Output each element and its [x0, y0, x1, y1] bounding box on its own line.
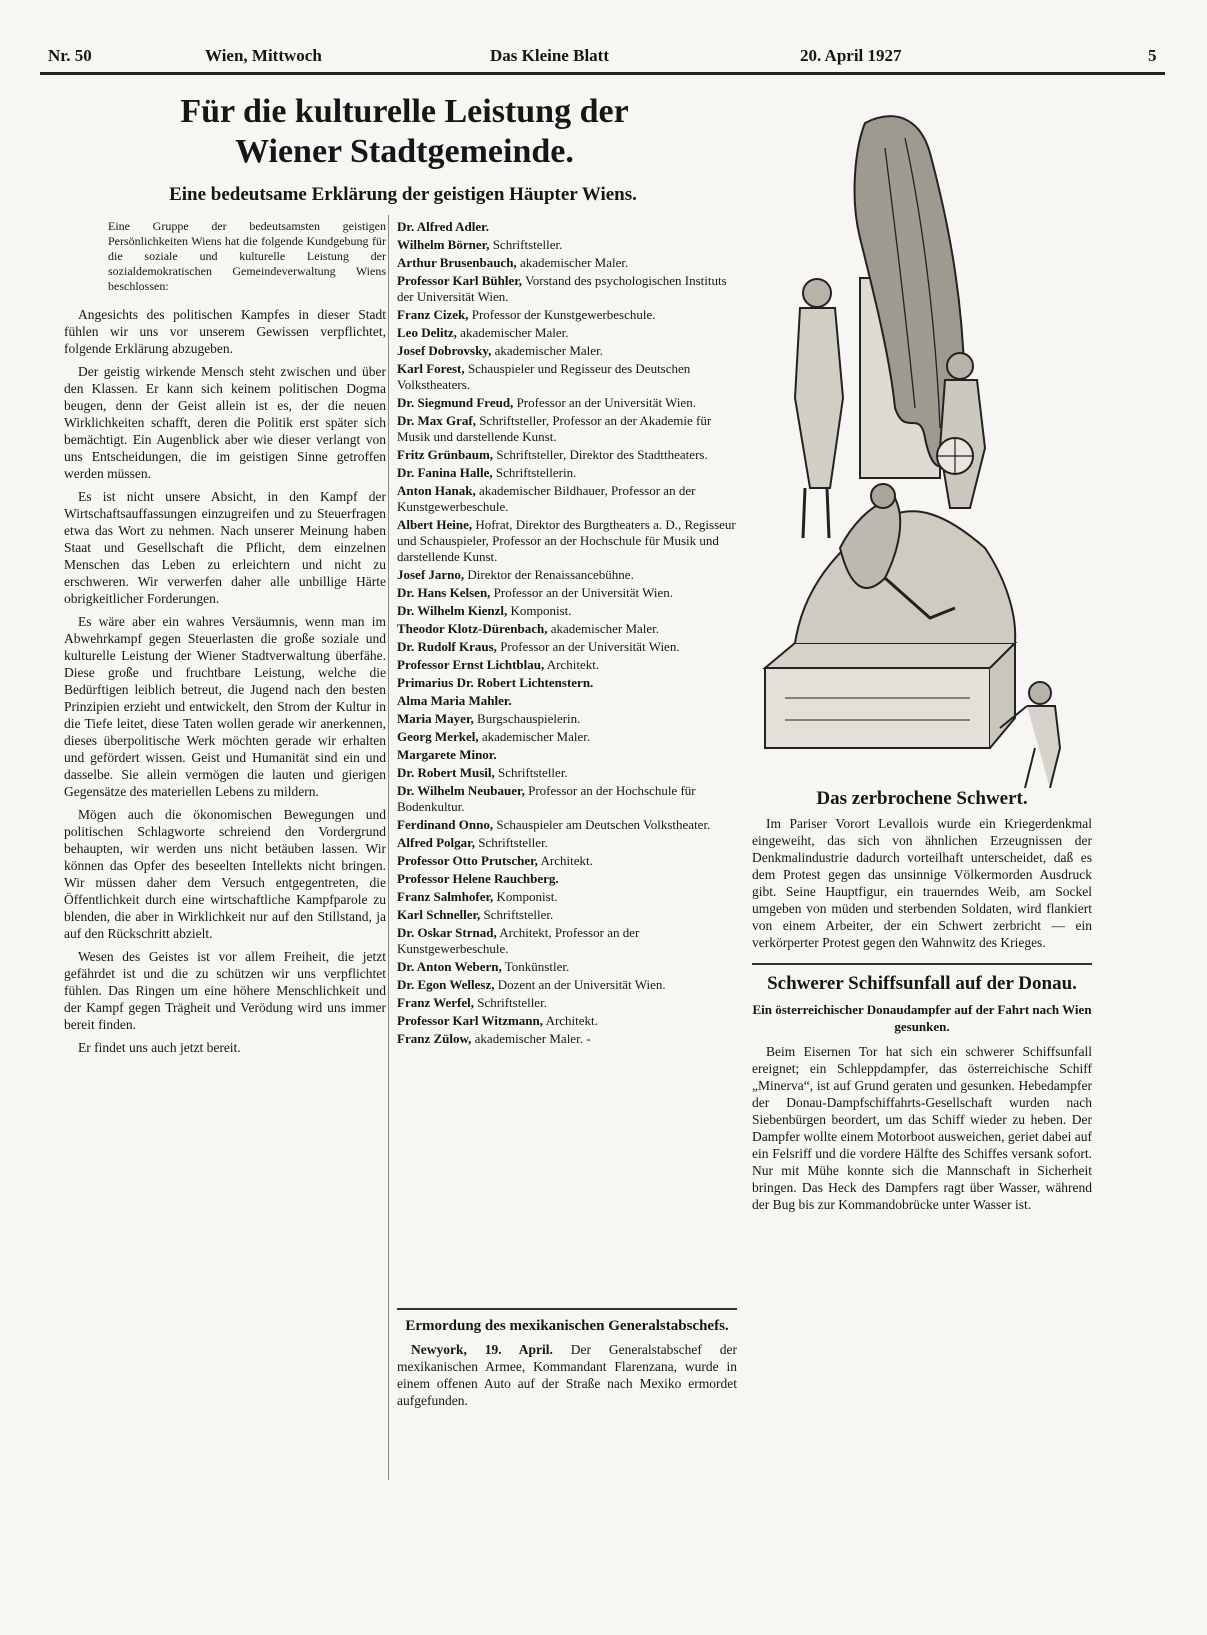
- signatory-role: Professor an der Universität Wien.: [493, 585, 674, 600]
- signatory-entry: [397, 585, 737, 601]
- signatory-name: Primarius Dr. Robert Lichtenstern.: [397, 675, 594, 690]
- signatory-role: akademischer Maler.: [481, 729, 591, 744]
- signatory-role: Schauspieler am Deutschen Volkstheater.: [496, 817, 711, 832]
- signatory-entry: [397, 783, 737, 815]
- signatory-entry: [397, 567, 737, 583]
- signatory-entry: [397, 711, 737, 727]
- signatory-role: Architekt.: [546, 657, 600, 672]
- signatory-name: Dr. Anton Webern,: [397, 959, 502, 974]
- signatory-name: Albert Heine,: [397, 517, 473, 532]
- intro-text: Eine Gruppe der bedeutsamsten geistigen Persönlichkeiten Wiens hat die folgende Kundgebung für die soziale und kulturelle Leistung der sozialdemokratischen Gemeindeverwaltung Wiens beschlossen:: [108, 219, 386, 293]
- declaration-paragraph: Wesen des Geistes ist vor allem Freiheit, die jetzt gefährdet ist und die zu schützen wir uns verpflichtet fühlen. Das Ringen um eine höhere Menschlichkeit und der Kampf gegen Trägheit und Verödung wird uns immer bereit finden.: [64, 949, 386, 1032]
- signatory-entry: [397, 255, 737, 271]
- signatory-entry: [397, 729, 737, 745]
- headline-line-1: Für die kulturelle Leistung der: [180, 93, 629, 130]
- declaration-paragraph: Es ist nicht unsere Absicht, in den Kampf der Wirtschaftsauffassungen einzugreifen und zu Steuerfragen etwa das Wort zu nehmen. Nach unserer Meinung haben Staat und Gesellschaft die Pflicht, dem einzelnen Menschen das Leben zu erleichtern und nicht zu erschweren. Wir verwerfen daher alle unbillige Härte obrigkeitlicher Forderungen.: [64, 489, 386, 606]
- signatory-role: akademischer Maler. -: [474, 1031, 591, 1046]
- page-header: [40, 38, 1165, 75]
- signatory-name: Dr. Fanina Halle,: [397, 465, 493, 480]
- signatory-entry: [397, 273, 737, 305]
- signatory-name: Professor Otto Prutscher,: [397, 853, 538, 868]
- signatory-entry: [397, 219, 737, 235]
- signatory-role: akademischer Maler.: [519, 255, 629, 270]
- signatory-entry: [397, 657, 737, 673]
- signatory-entry: [397, 621, 737, 637]
- signatory-entry: [397, 307, 737, 323]
- signatory-role: Komponist.: [510, 603, 572, 618]
- paper-name: Das Kleine Blatt: [490, 46, 609, 65]
- headline-line-2: Wiener Stadtgemeinde.: [235, 133, 574, 170]
- declaration-paragraph: Mögen auch die ökonomischen Bewegungen und politischen Schlagworte schreiend den Vordergrund behaupten, wir werden uns nicht betäuben lassen. Wir können das Opfer des beseelten Intellekts nicht bringen. Wir müssen daher dem Versuch entgegentreten, die Öffentlichkeit durch eine wirtschaftliche Kampfparole zu blenden, die aber in Wirklichkeit nur auf den Stillstand, ja auf den Rückschritt abzielt.: [64, 807, 386, 941]
- section-rule: [752, 963, 1092, 965]
- signatory-role: Schriftsteller.: [478, 835, 548, 850]
- signatory-name: Dr. Siegmund Freud,: [397, 395, 514, 410]
- signatory-name: Professor Ernst Lichtblau,: [397, 657, 545, 672]
- issue-date: 20. April 1927: [800, 46, 902, 65]
- signatory-role: akademischer Maler.: [550, 621, 660, 636]
- signatory-name: Franz Cizek,: [397, 307, 469, 322]
- signatory-entry: [397, 483, 737, 515]
- donau-body: Beim Eisernen Tor hat sich ein schwerer Schiffsunfall ereignet; ein Schleppdampfer, das österreichische Schiff „Minerva“, ist auf Grund geraten und gesunken. Hebedampfer der Donau-Dampfschiffahrts-Gesellschaft wurden nach Siebenbürgen beordert, um das Schiff wieder zu heben. Der Dampfer wollte einem Motorboot ausweichen, geriet dabei auf ein Felsriff und die vordere Hälfte des Schiffes versank sofort. Nur mit Mühe konnte sich die Mannschaft in Sicherheit bringen. Das Heck des Dampfers ragt über Wasser, während der Bug bis zur Kommandobrücke unter Wasser ist.: [752, 1044, 1092, 1212]
- signatory-role: Schriftsteller, Direktor des Stadttheaters.: [496, 447, 708, 462]
- right-column: [752, 790, 1092, 1219]
- issue-number: Nr. 50: [48, 46, 92, 65]
- signatory-entry: [397, 959, 737, 975]
- signatory-role: Professor an der Universität Wien.: [500, 639, 680, 654]
- page-number: 5: [1148, 46, 1157, 65]
- signatory-name: Dr. Alfred Adler.: [397, 219, 489, 234]
- mexiko-dateline: Newyork, 19. April.: [411, 1342, 553, 1357]
- signatory-entry: [397, 675, 737, 691]
- signatory-role: Schriftsteller.: [498, 765, 568, 780]
- signatory-role: Schriftsteller, Professor an der Akademie für Musik und darstellende Kunst.: [397, 413, 712, 444]
- signatory-name: Margarete Minor.: [397, 747, 497, 762]
- signatory-entry: [397, 925, 737, 957]
- signatory-name: Karl Forest,: [397, 361, 465, 376]
- mexiko-title: Ermordung des mexikanischen Generalstabschefs.: [405, 1318, 729, 1334]
- signatory-role: Architekt, Professor an der Kunstgewerbeschule.: [397, 925, 640, 956]
- signatory-name: Alfred Polgar,: [397, 835, 475, 850]
- signatory-entry: [397, 1031, 737, 1047]
- donau-subtitle: Ein österreichischer Donaudampfer auf der Fahrt nach Wien gesunken.: [752, 1002, 1092, 1034]
- signatory-name: Dr. Rudolf Kraus,: [397, 639, 497, 654]
- signatory-entry: [397, 1013, 737, 1029]
- signatory-name: Professor Karl Bühler,: [397, 273, 523, 288]
- signatory-role: Direktor der Renaissancebühne.: [467, 567, 634, 582]
- signatory-name: Professor Karl Witzmann,: [397, 1013, 544, 1028]
- signatory-name: Georg Merkel,: [397, 729, 479, 744]
- donau-title: Schwerer Schiffsunfall auf der Donau.: [767, 973, 1077, 994]
- signatory-role: Tonkünstler.: [504, 959, 570, 974]
- signatory-role: Architekt.: [540, 853, 593, 868]
- signatory-name: Dr. Wilhelm Neubauer,: [397, 783, 525, 798]
- signatory-entry: [397, 361, 737, 393]
- signatory-role: Schauspieler und Regisseur des Deutschen Volkstheaters.: [397, 361, 691, 392]
- signatory-name: Franz Salmhofer,: [397, 889, 494, 904]
- column-divider: [388, 215, 389, 1480]
- declaration-paragraph: Er findet uns auch jetzt bereit.: [78, 1040, 241, 1055]
- declaration-paragraph: Angesichts des politischen Kampfes in dieser Stadt fühlen wir uns vor unserem Gewissen verpflichtet, folgende Erklärung abzugeben.: [64, 307, 386, 356]
- schwert-title: Das zerbrochene Schwert.: [816, 788, 1028, 809]
- signatory-name: Dr. Max Graf,: [397, 413, 476, 428]
- signatory-entry: [397, 995, 737, 1011]
- signatory-entry: [397, 517, 737, 565]
- signatory-name: Leo Delitz,: [397, 325, 457, 340]
- signatory-role: Schriftstellerin.: [495, 465, 577, 480]
- signatory-name: Josef Jarno,: [397, 567, 465, 582]
- signatory-role: Vorstand des psychologischen Instituts der Universität Wien.: [397, 273, 727, 304]
- signatory-name: Wilhelm Börner,: [397, 237, 490, 252]
- signatory-entry: [397, 747, 737, 763]
- signatory-entry: [397, 603, 737, 619]
- signatory-role: Professor an der Universität Wien.: [516, 395, 696, 410]
- signatory-role: akademischer Maler.: [494, 343, 603, 358]
- signatory-role: Professor an der Hochschule für Bodenkultur.: [397, 783, 696, 814]
- signatory-entry: [397, 395, 737, 411]
- signatory-name: Franz Werfel,: [397, 995, 475, 1010]
- signatory-name: Karl Schneller,: [397, 907, 481, 922]
- signatory-name: Anton Hanak,: [397, 483, 476, 498]
- signatory-entry: [397, 465, 737, 481]
- main-headline: [42, 92, 767, 172]
- signatory-role: Komponist.: [496, 889, 558, 904]
- signatory-entry: [397, 237, 737, 253]
- signatory-name: Dr. Wilhelm Kienzl,: [397, 603, 508, 618]
- signatory-entry: [397, 889, 737, 905]
- signatory-name: Theodor Klotz-Dürenbach,: [397, 621, 548, 636]
- main-subheadline: Eine bedeutsame Erklärung der geistigen Häupter Wiens.: [169, 184, 637, 205]
- signatory-entry: [397, 325, 737, 341]
- signatory-entry: [397, 693, 737, 709]
- signatory-entry: [397, 343, 737, 359]
- signatory-name: Maria Mayer,: [397, 711, 474, 726]
- signatory-role: akademischer Maler.: [460, 325, 569, 340]
- signatory-role: Schriftsteller.: [483, 907, 554, 922]
- place-day: Wien, Mittwoch: [205, 46, 322, 65]
- memorial-sketch: [765, 116, 1060, 788]
- signatory-entry: [397, 871, 737, 887]
- signatory-entry: [397, 907, 737, 923]
- signatory-name: Josef Dobrovsky,: [397, 343, 492, 358]
- signatory-role: akademischer Bildhauer, Professor an der Kunstgewerbeschule.: [397, 483, 696, 514]
- signatory-name: Dr. Egon Wellesz,: [397, 977, 495, 992]
- signatory-entry: [397, 413, 737, 445]
- signatory-entry: [397, 765, 737, 781]
- signatory-role: Architekt.: [545, 1013, 598, 1028]
- signatory-entry: [397, 447, 737, 463]
- signatory-role: Schriftsteller.: [492, 237, 563, 252]
- signatory-entry: [397, 817, 737, 833]
- signatory-name: Franz Zülow,: [397, 1031, 472, 1046]
- declaration-paragraph: Der geistig wirkende Mensch steht zwischen und über den Klassen. Er kann sich keinem politischen Dogma beugen, denn der Geist allein ist es, der die neuen Wirklichkeiten schafft, deren die Politik erst später sich bemächtigt. Ein Augenblick aber wie dieser verlangt von uns Entscheidungen, die im geistigen Sinne getroffen werden müssen.: [64, 364, 386, 481]
- signatory-name: Ferdinand Onno,: [397, 817, 494, 832]
- article-mexiko: [397, 1300, 737, 1409]
- signatory-entry: [397, 639, 737, 655]
- signatory-name: Fritz Grünbaum,: [397, 447, 494, 462]
- war-memorial-illustration: [755, 108, 1100, 788]
- mexiko-body: Der Generalstabschef der mexikanischen Armee, Kommandant Flarenzana, wurde in einem offenen Auto auf der Straße nach Mexiko ermordet aufgefunden.: [397, 1342, 737, 1408]
- signatory-name: Dr. Hans Kelsen,: [397, 585, 491, 600]
- signatory-role: Professor der Kunstgewerbeschule.: [471, 307, 656, 322]
- signatory-role: Hofrat, Direktor des Burgtheaters a. D., Regisseur und Schauspieler, Professor an der Hochschule für Musik und darstellende Kunst.: [397, 517, 736, 564]
- declaration-intro: [64, 219, 386, 294]
- signatory-name: Dr. Oskar Strnad,: [397, 925, 497, 940]
- declaration-paragraph: Es wäre aber ein wahres Versäumnis, wenn man im Abwehrkampf gegen Steuerlasten die große soziale und kulturelle Leistung der Wiener Stadtverwaltung überfähe. Diese große und fruchtbare Leistung, welche die Bedürftigen leiblich betreut, die Jugend nach den besten Prinzipien erzieht und entwickelt, den Strom der Kultur in die Tiefe leitet, diese Taten wollen gerade wir anerkennen, dieses überpolitische Werk möchten gerade wir erhalten und gefördert wissen. Geist und Humanität sind ein und dasselbe. Sie allein vermögen die lauten und gierigen Gegensätze des materiellen Lebens zu mildern.: [64, 614, 386, 799]
- signatory-role: Dozent an der Universität Wien.: [497, 977, 666, 992]
- section-rule: [397, 1308, 737, 1310]
- signatory-role: Schriftsteller.: [477, 995, 547, 1010]
- signatory-entry: [397, 835, 737, 851]
- declaration-column: [64, 219, 386, 1062]
- signatory-entry: [397, 853, 737, 869]
- signatory-name: Dr. Robert Musil,: [397, 765, 495, 780]
- signatory-name: Alma Maria Mahler.: [397, 693, 512, 708]
- signatory-name: Professor Helene Rauchberg.: [397, 871, 559, 886]
- signatory-name: Arthur Brusenbauch,: [397, 255, 517, 270]
- signatories-list: [397, 219, 737, 1049]
- signatory-entry: [397, 977, 737, 993]
- signatory-role: Burgschauspielerin.: [477, 711, 581, 726]
- schwert-body: Im Pariser Vorort Levallois wurde ein Kriegerdenkmal eingeweiht, das sich von ähnlichen Erzeugnissen der Denkmalindustrie dadurch vorteilhaft unterscheidet, daß es dem Protest gegen das unsinnige Völkermorden Ausdruck gibt. Seine Hauptfigur, ein trauerndes Weib, am Sockel umgeben von müden und sterbenden Soldaten, wird flankiert von einem Arbeiter, der ein Schwert zerbricht — ein verkörperter Protest gegen den Wahnwitz des Krieges.: [752, 816, 1092, 950]
